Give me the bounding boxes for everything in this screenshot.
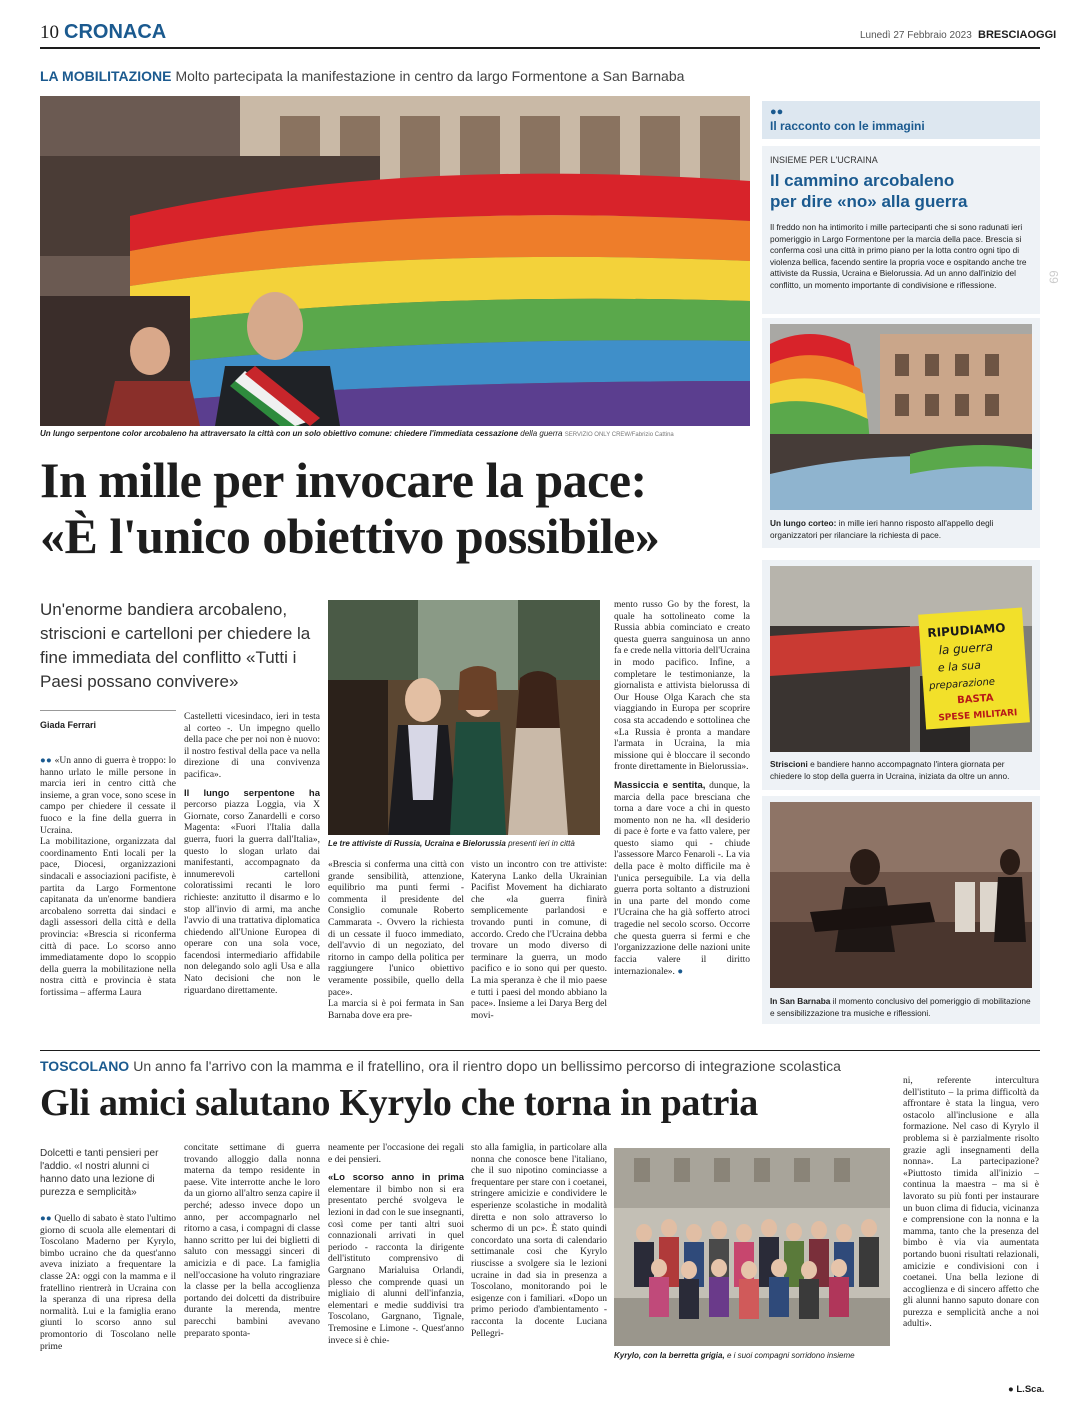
second-column-6 (903, 1076, 1039, 1381)
sidebar-photo-placards (770, 566, 1032, 752)
sidebar-caption-2 (770, 759, 1032, 782)
header-rule (40, 47, 1040, 49)
second-col1-dots: ●● (40, 1213, 52, 1224)
newspaper-name: BRESCIAOGGI (978, 29, 1057, 41)
main-photo-credit: SERVIZIO ONLY CREW/Fabrizio Cattina (564, 432, 674, 438)
second-col6-p1: ni, referente intercultura dell'istituto – la prima difficoltà da affrontare è stata la lingua, vero ostacolo all'inclusione e alla formazione. Nel caso di Kyrylo il problema si è parzialmente risolto grazie agli insegnamenti della nonna». La partecipazione? «Piuttosto timida all'inizio – continua la maestra – ma si è lavorato su più fonti per instaurare un buon clima di fiducia, vicinanza e comprensione con la nonna e la mamma, tanto che la presenza del bimbo è via via aumentata portando buoni risultati relazionali, amicizie e condivisioni con i coetanei. Una bella lezione di accoglienza e di sincero affetto che gli alunni hanno saputo donare con purezza e semplicità anche a noi adulti». (903, 1076, 1039, 1330)
placard-line-2: la guerra (938, 639, 994, 658)
section-divider (40, 1050, 1040, 1051)
second-col2-p1: concitate settimane di guerra trovando alloggio dalla nonna materna da tempo residente in paese. Vite interrotte anche le loro da un giorno all'altro senza capire il perché; adesso invece dopo un anno, per accompagnarlo nel ritorno a casa, i compagni di classe hanno scritto per lui dei biglietti di saluto con messaggi sinceri di amicizia e di pace. La famiglia nell'occasione ha voluto ringraziare la classe per la bella accoglienza portando dei dolcetti da distribuire durante la merenda, mentre parecchi bambini avevano preparato sponta- (184, 1143, 320, 1339)
sidebar-photo-concert (770, 802, 1032, 988)
sidebar-caption-3-text: il momento conclusivo del pomeriggio di mobilitazione e sensibilizzazione tra musiche e riflessioni. (770, 996, 1031, 1018)
placard-line-4: preparazione (928, 676, 996, 693)
sidebar-body: Il freddo non ha intimorito i mille partecipanti che si sono radunati ieri pomeriggio in Largo Formentone per la marcia della pace. Brescia si conferma così una città in primo piano per la lotta contro ogni tipo di violenza bellica, facendo sentire la propria voce e ospitando anche tre attiviste da Russia, Ucraina e Bielorussia. Ad un anno dall'inizio del conflitto, un momento importante di condivisione e riflessione. (770, 222, 1027, 290)
main-photo-caption (40, 428, 750, 441)
main-photo-caption-italic: della guerra (520, 429, 563, 438)
second-column-4 (471, 1143, 607, 1398)
main-column-2 (184, 712, 320, 1045)
main-col5-p1: mento russo Go by the forest, la quale ha sottolineato come la Russia abbia cominciato e creato questa guerra sanguinosa un anno fa e crede nella vittoria dell'Ucraina in modo pacifico. Infine, a completare le testimonianze, la giornalista e attivista bielorussa di Our House Olga Karach che sta viaggiando in Europa per scoprire cosa sta accadendo e sottolinea che «La Russia è pronta a mandare l'armata in Ucraina, la mia missione qui è bloccare il secondo fronte direttamente in Bielorussia». (614, 600, 750, 773)
section-title: CRONACA (64, 21, 167, 43)
main-column-4 (471, 860, 607, 1045)
main-kicker-label: LA MOBILITAZIONE (40, 68, 172, 84)
second-col3-p2: elementare il bimbo non si era presentato perché svolgeva le lezioni in dad con le sue insegnanti, così come per tanti altri suoi connazionali arrivati in quel periodo - racconta la dirigente dell'istituto comprensivo di Gargnano Marialuisa Orlandi, plesso che comprende quasi un migliaio di alunni dell'infanzia, elementari e medie suddivisi tra Toscolano, Gargnano, Tignale, Tremosine e Limone -. Quest'anno invece si è chie- (328, 1184, 464, 1346)
main-headline-line-2: «È l'unico obiettivo possibile» (40, 508, 660, 564)
page-number: 10 (40, 22, 59, 43)
class-photo (614, 1148, 890, 1346)
second-kicker (40, 1058, 841, 1074)
second-deck: Dolcetti e tanti pensieri per l'addio. «I nostri alunni ci hanno dato una lezione di purezza e semplicità» (40, 1148, 159, 1198)
main-deck: Un'enorme bandiera arcobaleno, striscioni e cartelloni per chiedere la fine immediata del conflitto «Tutti i Paesi possano convivere» (40, 600, 311, 691)
main-col5-sub: Massiccia e sentita, (614, 779, 706, 791)
main-headline-line-1: In mille per invocare la pace: (40, 452, 647, 508)
main-col3-p1: «Brescia si conferma una città con grande sensibilità, attenzione, equilibrio ma punti fermi - commenta il presidente del Consiglio comunale Roberto Cammarata -. Ovvero la richiesta di un cessate il fuoco immediato, dell'avvio di un negoziato, del ritorno in campo della politica per raggiungere l'unico obiettivo veramente possibile, quello della pace». (328, 860, 464, 998)
placard-line-5: BASTA (956, 692, 994, 707)
placard-line-3: e la sua (937, 658, 982, 675)
sidebar-title: Il racconto con le immagini (770, 119, 925, 133)
second-col3-sub: «Lo scorso anno in prima (328, 1172, 464, 1184)
class-caption-italic: e i suoi compagni sorridono insieme (726, 1351, 855, 1360)
author-rule (40, 710, 176, 711)
sidebar-caption-1 (770, 518, 1032, 541)
main-headline (40, 452, 659, 564)
activists-caption-bold: Le tre attiviste di Russia, Ucraina e Bielorussia (328, 839, 506, 848)
main-col2-p2: percorso piazza Loggia, via X Giornate, corso Zanardelli e corso Magenta: «Fuori l'Italia dalla guerra, fuori la guerra dall'Italia», questo lo slogan urlato dai manifestanti, accompagnato da innumerevoli cartelloni coloratissimi recanti le loro richieste: anzitutto il disarmo e lo stop all'invio di armi, ma anche l'avvio di una trattativa diplomatica chiedendo all'Unione Europea di operare con una sola voce, facendosi intermediario affidabile non delegando solo agli Usa e alla Nato decisioni che non le riguardano direttamente. (184, 800, 320, 996)
main-col1-p2: La mobilitazione, organizzata dal coordinamento Enti locali per la pace, Diocesi, organizzazioni sindacali e associazioni pacifiste, è partita da Largo Formentone capitanata da un'enorme bandiera arcobaleno sorretta dai sindaci e dagli assessori della città e della provincia: «Brescia si riconferma città di pace. Lo scorso anno immediatamente dopo lo scoppio della guerra la mobilitazione nella nostra città e provincia è stata fortissima – afferma Laura (40, 837, 176, 998)
sidebar-caption-2-text: e bandiere hanno accompagnato l'intera giornata per chiedere lo stop della guerra in Ucraina, iniziata da oltre un anno. (770, 759, 1010, 781)
main-photo-caption-bold: Un lungo serpentone color arcobaleno ha attraversato la città con un solo obiettivo comune: chiedere l'immediata cessazione (40, 429, 519, 438)
sidebar-photo-procession (770, 324, 1032, 510)
placard-line-6: SPESE MILITARI (938, 708, 1018, 724)
sidebar-caption-1-text: in mille ieri hanno risposto all'appello degli organizzatori per rilanciare la richiesta di pace. (770, 518, 994, 540)
second-headline: Gli amici salutano Kyrylo che torna in patria (40, 1082, 758, 1124)
main-col1-p1: «Un anno di guerra è troppo: lo hanno urlato le mille persone in marcia ieri in centro città che insieme, a gran voce, sono scese in campo per chiedere il cessate il fuoco e la fine della guerra in Ucraina. (40, 756, 176, 836)
placard-line-1: RIPUDIAMO (926, 620, 1006, 641)
activists-caption-italic: presenti ieri in città (508, 839, 575, 848)
main-col2-sub: Il lungo serpentone ha (184, 787, 320, 799)
sidebar-caption-1-bold: Un lungo corteo: (770, 518, 837, 528)
main-photo-rainbow-flag (40, 96, 750, 426)
class-caption-bold: Kyrylo, con la berretta grigia, (614, 1351, 725, 1360)
second-col1-p1: Quello di sabato è stato l'ultimo giorno di scuola alle elementari di Toscolano Maderno per Kyrylo, bimbo ucraino che da quest'anno aveva iniziato a frequentare la classe 2A: oggi con la mamma e il fratellino rientrerà in Ucraina con la speranza di una ripresa della normalità. Lui e la famiglia erano giunti lo scorso anno sul promontorio di Toscolano nelle prime (40, 1214, 176, 1352)
sidebar-kicker: INSIEME PER L'UCRAINA (770, 155, 878, 165)
main-col1-dots: ●● (40, 755, 53, 766)
activists-photo-caption (328, 838, 600, 849)
main-kicker-text: Molto partecipata la manifestazione in centro da largo Formentone a San Barnaba (175, 68, 685, 84)
second-column-2 (184, 1143, 320, 1398)
main-column-1 (40, 755, 176, 1045)
vertical-page-mark: 69 (1046, 270, 1061, 284)
main-col5-p2: dunque, la marcia della pace bresciana che torna a dare voce a chi in questo momento non ne ha. «Il desiderio di pace è forte e va fatto valere, per questo siamo qui - chiude l'assessore Marco Fenaroli -. La via della pace è molto difficile ma è l'unica perseguibile. La via della guerra porta soltanto a distruzioni in una parte del mondo come l'Ucraina che ha già sofferto atroci tragedie nel secolo scorso. Occorre che questa guerra si fermi e che l'organizzazione delle nazioni unite faccia valere il diritto internazionale». (614, 780, 750, 978)
main-kicker (40, 68, 684, 84)
sidebar-dots: ●● (770, 106, 784, 118)
main-author: Giada Ferrari (40, 720, 97, 730)
second-col3-p1: neamente per l'occasione dei regali e dei pensieri. (328, 1143, 464, 1165)
second-signature: ● L.Sca. (1008, 1384, 1045, 1395)
main-col4-p1: visto un incontro con tre attiviste: Kateryna Lanko della Ukrainian Pacifist Movement ha dichiarato che «la guerra finirà semplicemente parlandosi e trovando punti in comune, di accordo. Credo che l'Ucraina debba trovare un modo diverso di terminare la guerra, un modo pacifico e io sono qui per questo. La mia speranza è che il mio paese e tutti i paesi del mondo abbiano la pace». Insieme a lei Darya Berg del movi- (471, 860, 607, 1021)
sidebar-caption-3-bold: In San Barnaba (770, 996, 831, 1006)
sidebar-headline (770, 170, 1030, 212)
main-column-3 (328, 860, 464, 1045)
second-column-3 (328, 1143, 464, 1398)
sidebar-caption-2-bold: Striscioni (770, 759, 808, 769)
issue-date: Lunedì 27 Febbraio 2023 (860, 30, 972, 41)
second-kicker-label: TOSCOLANO (40, 1058, 130, 1074)
sidebar-caption-3 (770, 996, 1032, 1019)
sidebar-headline-line-1: Il cammino arcobaleno (770, 171, 955, 190)
activists-photo (328, 600, 600, 835)
second-kicker-text: Un anno fa l'arrivo con la mamma e il fratellino, ora il rientro dopo un bellissimo percorso di integrazione scolastica (133, 1058, 841, 1074)
main-end-dot: ● (677, 966, 684, 978)
second-col4-p1: sto alla famiglia, in particolare alla nonna che conosce bene l'italiano, che il suo nipotino cominciasse a frequentare per stare con i coetanei, stringere amicizie e condividere le esperienze scolastiche in modalità diretta e non solo attraverso lo schermo di un pc». È stato quindi concordato una sorta di calendario settimanale così che Kyrylo riuscisse a svolgere sia le lezioni ucraine in dad sia in presenza a Toscolano, monitorando poi le esigenze con i familiari. «Dopo un primo periodo d'ambientamento - racconta la docente Luciana Pellegri- (471, 1143, 607, 1339)
sidebar-headline-line-2: per dire «no» alla guerra (770, 192, 968, 211)
second-column-1 (40, 1213, 176, 1398)
main-col3-p2: La marcia si è poi fermata in San Barnaba dove era pre- (328, 999, 464, 1021)
class-photo-caption (614, 1350, 890, 1361)
main-column-5 (614, 600, 750, 1030)
main-col2-p1: Castelletti vicesindaco, ieri in testa al corteo -. Un impegno quello della pace che per noi non è nuovo: il nostro festival della pace va nella direzione di una convivenza pacifica». (184, 712, 320, 780)
